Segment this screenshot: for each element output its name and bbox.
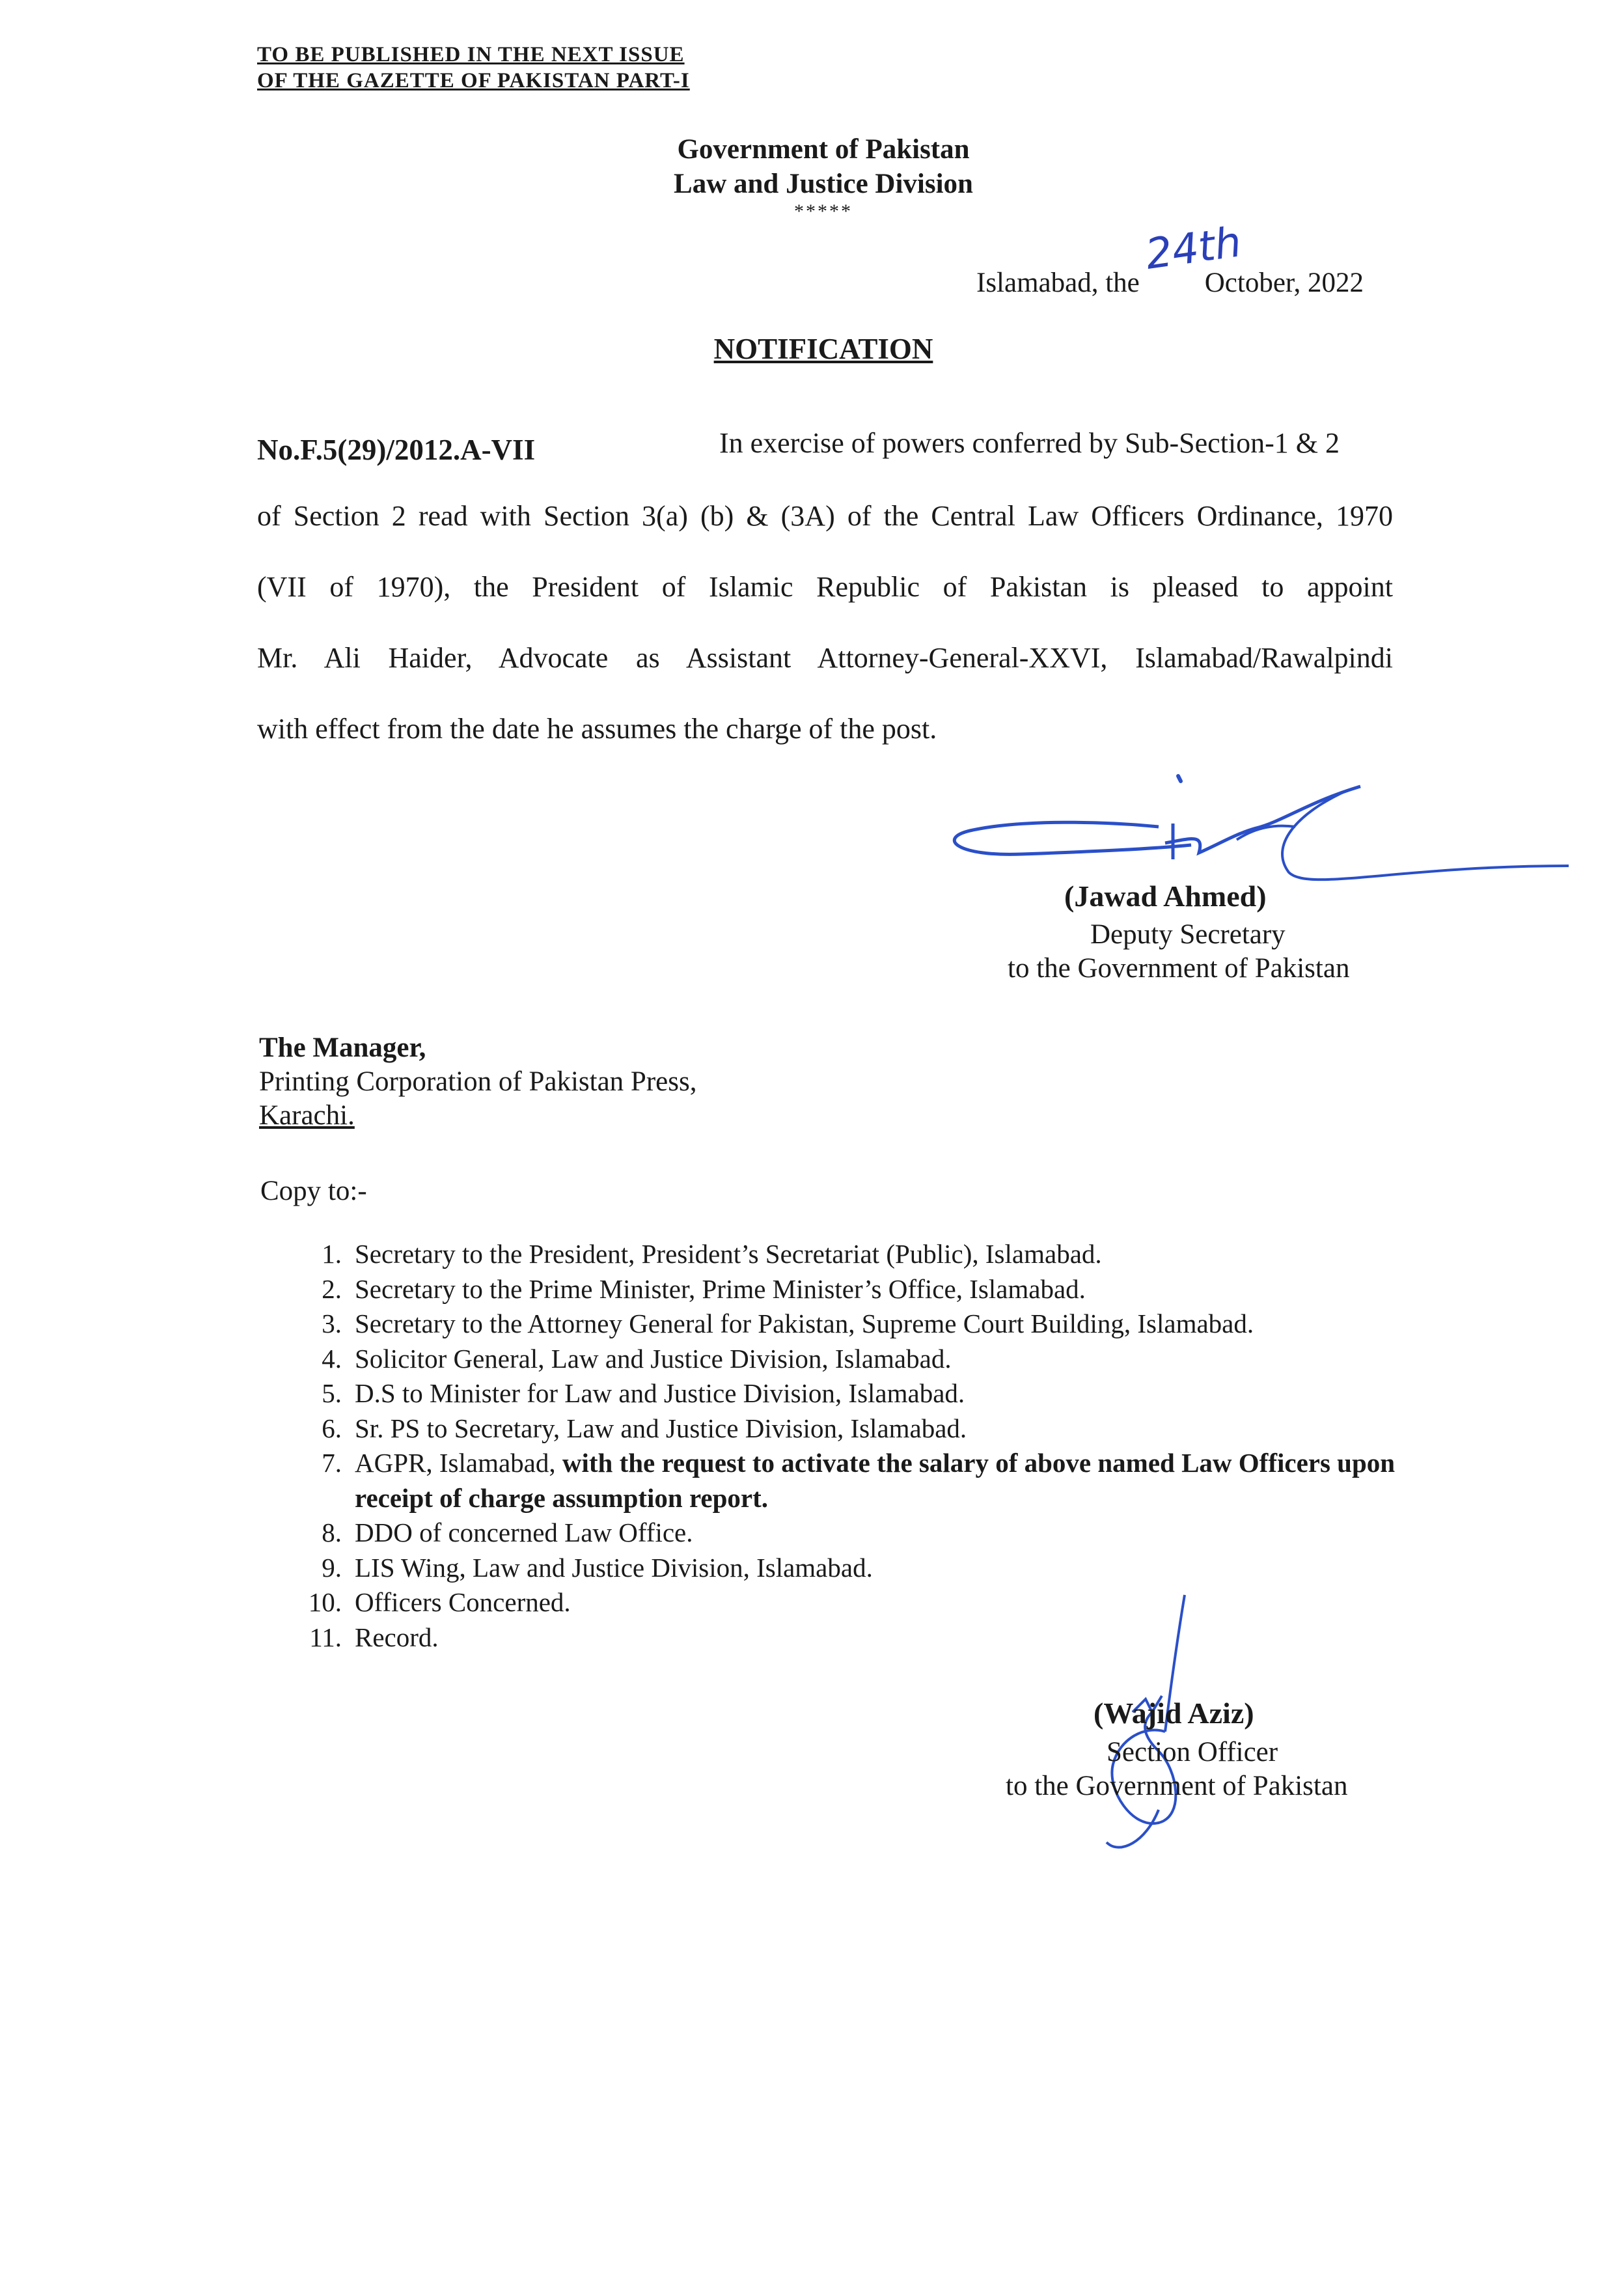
addressee-line-1: Printing Corporation of Pakistan Press, (259, 1066, 697, 1097)
body-line-5: with effect from the date he assumes the charge of the post. (257, 713, 937, 745)
gazette-line-1: TO BE PUBLISHED IN THE NEXT ISSUE (257, 43, 685, 66)
addressee-title: The Manager, (259, 1032, 426, 1063)
signatory-1-org: to the Government of Pakistan (1008, 953, 1350, 984)
division-heading: Law and Justice Division (674, 169, 973, 199)
list-item: 4. Solicitor General, Law and Justice Division, Islamabad. (322, 1343, 952, 1374)
signatory-2-org: to the Government of Pakistan (1006, 1771, 1348, 1801)
signatory-1-name: (Jawad Ahmed) (1064, 879, 1267, 913)
dateline-prefix: Islamabad, the (976, 268, 1140, 298)
body-line-1: In exercise of powers conferred by Sub-Section-1 & 2 (719, 427, 1340, 459)
signatory-2-designation: Section Officer (1107, 1737, 1278, 1767)
list-item: 1. Secretary to the President, President’s Secretariat (Public), Islamabad. (322, 1239, 1102, 1269)
list-item: 9. LIS Wing, Law and Justice Division, Islamabad. (322, 1552, 873, 1583)
list-item: 2. Secretary to the Prime Minister, Prime Minister’s Office, Islamabad. (322, 1273, 1086, 1304)
list-item: 5. D.S to Minister for Law and Justice Division, Islamabad. (322, 1378, 965, 1408)
signatory-2-name: (Wajid Aziz) (1094, 1696, 1254, 1730)
list-item: 3. Secretary to the Attorney General for Pakistan, Supreme Court Building, Islamabad. (322, 1309, 1254, 1338)
list-item: 11. Record. (309, 1622, 439, 1652)
dateline (976, 267, 1364, 299)
addressee-line-2: Karachi. (259, 1100, 355, 1131)
government-heading: Government of Pakistan (677, 134, 970, 165)
gazette-line-2: OF THE GAZETTE OF PAKISTAN PART-I (257, 69, 690, 92)
list-item: 8. DDO of concerned Law Office. (322, 1517, 693, 1547)
copy-to-list (296, 1237, 1403, 1655)
gazette-notice (257, 42, 690, 94)
file-number: No.F.5(29)/2012.A-VII (257, 434, 536, 466)
body-line-4: Mr. Ali Haider, Advocate as Assistant Attorney-General-XXVI, Islamabad/Rawalpindi (257, 642, 1393, 674)
list-item: 6. Sr. PS to Secretary, Law and Justice Division, Islamabad. (322, 1413, 967, 1443)
body-line-2: of Section 2 read with Section 3(a) (b) & (3A) of the Central Law Officers Ordinance, 1970 (257, 500, 1393, 532)
handwritten-date: 24th (1142, 218, 1245, 279)
document-title: NOTIFICATION (713, 333, 933, 365)
heading-stars: ***** (794, 201, 853, 222)
dateline-month-year: October, 2022 (1204, 268, 1364, 298)
list-item: 7. AGPR, Islamabad, with the request to activate the salary of above named Law Officers upon receipt of charge assumption report. (322, 1448, 1396, 1513)
copy-to-label: Copy to:- (260, 1176, 367, 1206)
signatory-1-designation: Deputy Secretary (1090, 919, 1286, 950)
list-item: 10. Officers Concerned. (308, 1587, 571, 1617)
body-line-3: (VII of 1970), the President of Islamic Republic of Pakistan is pleased to appoint (257, 571, 1393, 603)
